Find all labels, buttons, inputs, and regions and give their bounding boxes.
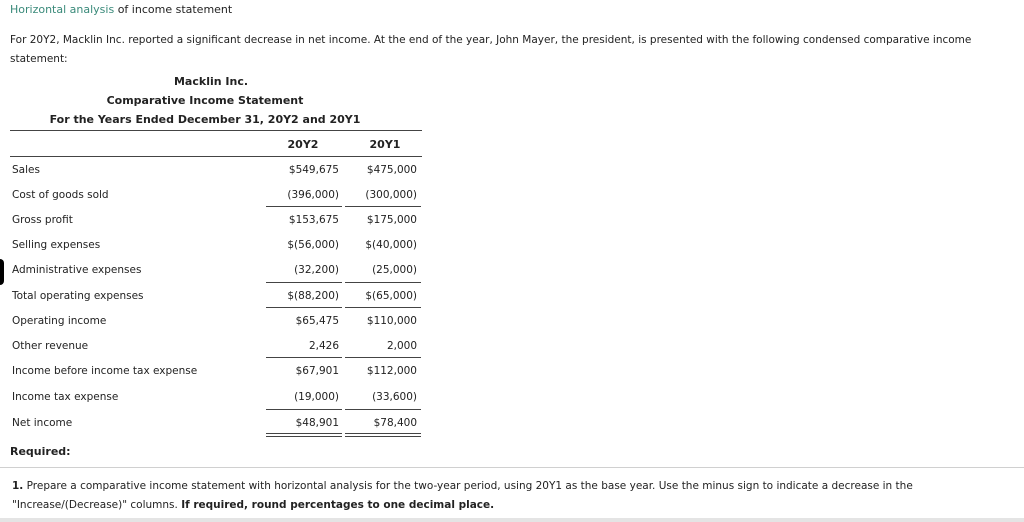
row-label: Net income [12, 417, 73, 429]
section-divider [0, 467, 1024, 468]
row-label: Other revenue [12, 340, 89, 352]
total-double-rule [345, 433, 421, 437]
statement-row-gross-profit [0, 214, 430, 239]
row-value-20y2: (396,000) [287, 189, 339, 201]
step-number: 1. [12, 480, 24, 492]
subtotal-rule [345, 206, 421, 207]
statement-period: For the Years Ended December 31, 20Y2 and 20Y1 [49, 113, 361, 126]
subtotal-rule [266, 357, 342, 358]
statement-row-income-before-tax [0, 365, 430, 390]
row-label: Cost of goods sold [12, 189, 109, 201]
row-value-20y1: $78,400 [373, 417, 417, 429]
row-value-20y2: $549,675 [288, 164, 339, 176]
statement-row-income-tax-expense [0, 391, 430, 416]
page-heading [10, 3, 232, 16]
row-label: Income tax expense [12, 391, 119, 403]
subtotal-rule [266, 409, 342, 410]
statement-row-cogs [0, 189, 430, 214]
instruction-step-1 [12, 477, 1002, 515]
subtotal-rule [345, 307, 421, 308]
total-double-rule [266, 433, 342, 437]
row-value-20y1: 2,000 [386, 340, 417, 352]
row-value-20y2: $48,901 [295, 417, 339, 429]
statement-row-operating-income [0, 315, 430, 340]
row-value-20y1: $475,000 [366, 164, 417, 176]
row-value-20y2: 2,426 [308, 340, 339, 352]
statement-title: Comparative Income Statement [106, 94, 304, 107]
statement-row-selling-expenses [0, 239, 430, 264]
statement-row-other-revenue [0, 340, 430, 365]
subtotal-rule [266, 206, 342, 207]
row-value-20y1: $(40,000) [365, 239, 417, 251]
step-text: Prepare a comparative income statement with horizontal analysis for the two-year period, using 20Y1 as the base year. Use the minus sign to indicate a decrease in the "Increase/(Decrease)" columns. [12, 480, 913, 511]
bottom-border [0, 518, 1024, 522]
row-value-20y1: (300,000) [365, 189, 417, 201]
row-value-20y1: $110,000 [366, 315, 417, 327]
row-value-20y1: (33,600) [372, 391, 417, 403]
statement-row-total-operating-expenses [0, 290, 430, 315]
scroll-marker [0, 259, 4, 285]
row-value-20y2: (32,200) [294, 264, 339, 276]
row-label: Income before income tax expense [12, 365, 198, 377]
row-label: Total operating expenses [12, 290, 144, 302]
subtotal-rule [266, 307, 342, 308]
row-value-20y1: (25,000) [372, 264, 417, 276]
subtotal-rule [345, 282, 421, 283]
row-value-20y2: $67,901 [295, 365, 339, 377]
required-heading: Required: [10, 445, 71, 458]
column-header-20y1: 20Y1 [369, 138, 401, 151]
header-rule [10, 156, 422, 157]
row-label: Selling expenses [12, 239, 101, 251]
row-value-20y1: $(65,000) [365, 290, 417, 302]
row-value-20y2: (19,000) [294, 391, 339, 403]
column-header-20y2: 20Y2 [287, 138, 319, 151]
statement-row-administrative-expenses [0, 264, 430, 289]
company-name: Macklin Inc. [173, 75, 249, 88]
row-value-20y2: $153,675 [288, 214, 339, 226]
row-value-20y2: $(56,000) [287, 239, 339, 251]
row-value-20y2: $(88,200) [287, 290, 339, 302]
row-value-20y2: $65,475 [295, 315, 339, 327]
intro-paragraph: For 20Y2, Macklin Inc. reported a significant decrease in net income. At the end of the year, John Mayer, the president, is presented with the following condensed comparative income statement: [10, 34, 972, 65]
row-label: Gross profit [12, 214, 73, 226]
row-label: Operating income [12, 315, 107, 327]
topic-link[interactable]: Horizontal analysis [10, 3, 115, 16]
statement-row-sales [0, 164, 430, 189]
statement-row-net-income [0, 417, 430, 442]
heading-rest: of income statement [114, 3, 233, 16]
row-label: Sales [12, 164, 40, 176]
subtotal-rule [345, 409, 421, 410]
row-value-20y1: $112,000 [366, 365, 417, 377]
title-rule [10, 130, 422, 131]
row-label: Administrative expenses [12, 264, 142, 276]
subtotal-rule [266, 282, 342, 283]
step-emphasis: If required, round percentages to one decimal place. [181, 499, 495, 511]
row-value-20y1: $175,000 [366, 214, 417, 226]
subtotal-rule [345, 357, 421, 358]
